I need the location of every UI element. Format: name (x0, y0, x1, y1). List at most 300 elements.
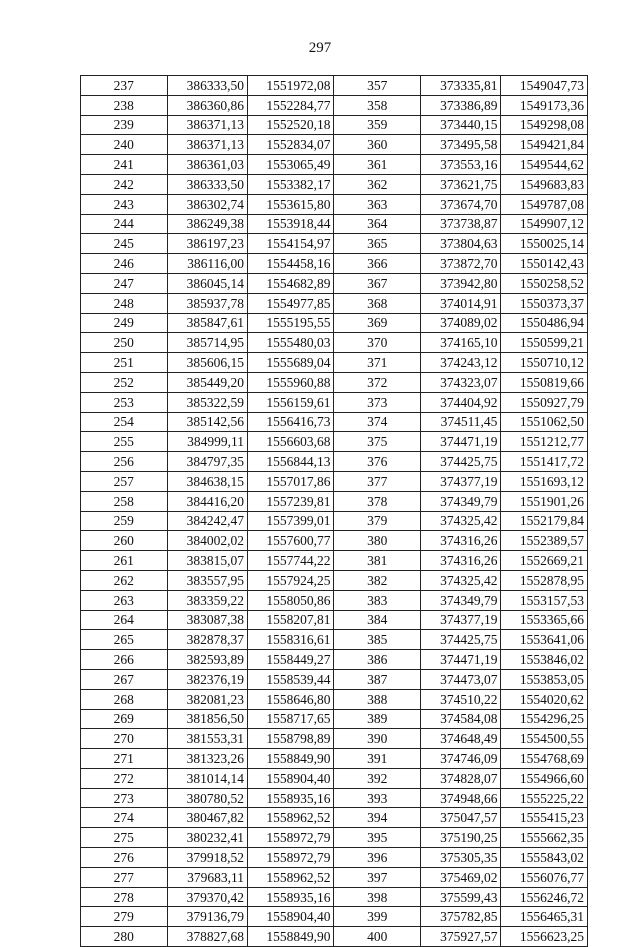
x-coordinate-right: 374377,19 (420, 471, 500, 491)
y-coordinate-right: 1553641,06 (501, 630, 588, 650)
x-coordinate-right: 373440,15 (420, 115, 500, 135)
y-coordinate-left: 1556844,13 (247, 452, 334, 472)
y-coordinate-left: 1555480,03 (247, 333, 334, 353)
x-coordinate-left: 379370,42 (167, 887, 247, 907)
x-coordinate-left: 382376,19 (167, 669, 247, 689)
point-number-right: 384 (334, 610, 421, 630)
y-coordinate-left: 1553065,49 (247, 155, 334, 175)
point-number-left: 239 (81, 115, 168, 135)
point-number-right: 399 (334, 907, 421, 927)
x-coordinate-left: 385937,78 (167, 293, 247, 313)
x-coordinate-right: 374349,79 (420, 590, 500, 610)
point-number-left: 255 (81, 432, 168, 452)
y-coordinate-left: 1552284,77 (247, 95, 334, 115)
x-coordinate-left: 383087,38 (167, 610, 247, 630)
y-coordinate-right: 1549787,08 (501, 194, 588, 214)
point-number-right: 367 (334, 273, 421, 293)
point-number-right: 397 (334, 867, 421, 887)
y-coordinate-left: 1558539,44 (247, 669, 334, 689)
point-number-right: 369 (334, 313, 421, 333)
x-coordinate-right: 375599,43 (420, 887, 500, 907)
y-coordinate-left: 1558935,16 (247, 788, 334, 808)
y-coordinate-left: 1555689,04 (247, 353, 334, 373)
x-coordinate-left: 385449,20 (167, 372, 247, 392)
x-coordinate-left: 384638,15 (167, 471, 247, 491)
y-coordinate-left: 1556416,73 (247, 412, 334, 432)
point-number-left: 258 (81, 491, 168, 511)
x-coordinate-right: 373386,89 (420, 95, 500, 115)
point-number-left: 253 (81, 392, 168, 412)
table-row (81, 234, 588, 254)
table-row (81, 689, 588, 709)
point-number-left: 280 (81, 927, 168, 947)
x-coordinate-left: 386333,50 (167, 174, 247, 194)
x-coordinate-right: 374243,12 (420, 353, 500, 373)
x-coordinate-right: 375782,85 (420, 907, 500, 927)
point-number-right: 393 (334, 788, 421, 808)
point-number-right: 374 (334, 412, 421, 432)
x-coordinate-right: 373621,75 (420, 174, 500, 194)
point-number-left: 275 (81, 828, 168, 848)
x-coordinate-left: 382081,23 (167, 689, 247, 709)
point-number-left: 248 (81, 293, 168, 313)
table-row (81, 808, 588, 828)
y-coordinate-left: 1558904,40 (247, 907, 334, 927)
x-coordinate-right: 373674,70 (420, 194, 500, 214)
x-coordinate-right: 374425,75 (420, 630, 500, 650)
table-row (81, 531, 588, 551)
x-coordinate-right: 374325,42 (420, 511, 500, 531)
point-number-right: 382 (334, 570, 421, 590)
y-coordinate-left: 1558962,52 (247, 867, 334, 887)
point-number-left: 269 (81, 709, 168, 729)
y-coordinate-right: 1554500,55 (501, 729, 588, 749)
y-coordinate-right: 1555415,23 (501, 808, 588, 828)
x-coordinate-right: 374511,45 (420, 412, 500, 432)
x-coordinate-right: 375927,57 (420, 927, 500, 947)
table-row (81, 254, 588, 274)
x-coordinate-left: 380467,82 (167, 808, 247, 828)
point-number-left: 261 (81, 551, 168, 571)
point-number-left: 250 (81, 333, 168, 353)
x-coordinate-left: 385142,56 (167, 412, 247, 432)
y-coordinate-left: 1558962,52 (247, 808, 334, 828)
point-number-left: 279 (81, 907, 168, 927)
y-coordinate-right: 1552878,95 (501, 570, 588, 590)
y-coordinate-left: 1555960,88 (247, 372, 334, 392)
table-row (81, 155, 588, 175)
y-coordinate-right: 1553365,66 (501, 610, 588, 630)
point-number-right: 390 (334, 729, 421, 749)
point-number-right: 386 (334, 650, 421, 670)
table-row (81, 313, 588, 333)
table-row (81, 630, 588, 650)
y-coordinate-left: 1555195,55 (247, 313, 334, 333)
point-number-left: 259 (81, 511, 168, 531)
y-coordinate-left: 1554682,89 (247, 273, 334, 293)
y-coordinate-right: 1554966,60 (501, 768, 588, 788)
point-number-right: 368 (334, 293, 421, 313)
point-number-right: 385 (334, 630, 421, 650)
table-row (81, 709, 588, 729)
point-number-right: 380 (334, 531, 421, 551)
table-row (81, 333, 588, 353)
y-coordinate-right: 1555225,22 (501, 788, 588, 808)
y-coordinate-right: 1551417,72 (501, 452, 588, 472)
y-coordinate-left: 1557399,01 (247, 511, 334, 531)
x-coordinate-left: 385847,61 (167, 313, 247, 333)
y-coordinate-left: 1553615,80 (247, 194, 334, 214)
y-coordinate-right: 1556465,31 (501, 907, 588, 927)
point-number-right: 392 (334, 768, 421, 788)
y-coordinate-right: 1550486,94 (501, 313, 588, 333)
y-coordinate-right: 1556623,25 (501, 927, 588, 947)
point-number-right: 396 (334, 848, 421, 868)
x-coordinate-right: 375190,25 (420, 828, 500, 848)
x-coordinate-right: 375305,35 (420, 848, 500, 868)
x-coordinate-right: 374165,10 (420, 333, 500, 353)
point-number-left: 256 (81, 452, 168, 472)
table-row (81, 927, 588, 947)
x-coordinate-left: 386333,50 (167, 76, 247, 96)
x-coordinate-left: 386371,13 (167, 115, 247, 135)
point-number-left: 243 (81, 194, 168, 214)
x-coordinate-left: 382878,37 (167, 630, 247, 650)
y-coordinate-left: 1558935,16 (247, 887, 334, 907)
x-coordinate-left: 384999,11 (167, 432, 247, 452)
x-coordinate-left: 384797,35 (167, 452, 247, 472)
y-coordinate-right: 1550258,52 (501, 273, 588, 293)
x-coordinate-right: 374471,19 (420, 432, 500, 452)
y-coordinate-left: 1558849,90 (247, 927, 334, 947)
point-number-left: 257 (81, 471, 168, 491)
y-coordinate-right: 1549544,62 (501, 155, 588, 175)
table-row (81, 491, 588, 511)
table-row (81, 115, 588, 135)
x-coordinate-left: 386045,14 (167, 273, 247, 293)
point-number-right: 379 (334, 511, 421, 531)
table-row (81, 848, 588, 868)
y-coordinate-right: 1549298,08 (501, 115, 588, 135)
x-coordinate-left: 380232,41 (167, 828, 247, 848)
point-number-right: 372 (334, 372, 421, 392)
x-coordinate-left: 384242,47 (167, 511, 247, 531)
point-number-right: 364 (334, 214, 421, 234)
x-coordinate-left: 379918,52 (167, 848, 247, 868)
point-number-left: 260 (81, 531, 168, 551)
x-coordinate-left: 386116,00 (167, 254, 247, 274)
point-number-left: 244 (81, 214, 168, 234)
y-coordinate-right: 1550819,66 (501, 372, 588, 392)
y-coordinate-right: 1552669,21 (501, 551, 588, 571)
coordinates-table-body (81, 76, 588, 947)
y-coordinate-right: 1552179,84 (501, 511, 588, 531)
x-coordinate-right: 374948,66 (420, 788, 500, 808)
y-coordinate-left: 1558972,79 (247, 848, 334, 868)
coordinates-table (80, 75, 588, 947)
point-number-right: 373 (334, 392, 421, 412)
table-row (81, 650, 588, 670)
table-row (81, 392, 588, 412)
x-coordinate-right: 373553,16 (420, 155, 500, 175)
point-number-left: 240 (81, 135, 168, 155)
table-row (81, 214, 588, 234)
point-number-left: 251 (81, 353, 168, 373)
point-number-left: 274 (81, 808, 168, 828)
x-coordinate-left: 386371,13 (167, 135, 247, 155)
point-number-left: 254 (81, 412, 168, 432)
point-number-left: 272 (81, 768, 168, 788)
x-coordinate-right: 374404,92 (420, 392, 500, 412)
table-row (81, 590, 588, 610)
x-coordinate-right: 373804,63 (420, 234, 500, 254)
page-number: 297 (308, 40, 332, 56)
x-coordinate-right: 374471,19 (420, 650, 500, 670)
table-row (81, 669, 588, 689)
point-number-right: 377 (334, 471, 421, 491)
y-coordinate-left: 1554154,97 (247, 234, 334, 254)
point-number-left: 273 (81, 788, 168, 808)
point-number-right: 376 (334, 452, 421, 472)
y-coordinate-right: 1553846,02 (501, 650, 588, 670)
x-coordinate-right: 374316,26 (420, 531, 500, 551)
x-coordinate-right: 374648,49 (420, 729, 500, 749)
y-coordinate-left: 1557924,25 (247, 570, 334, 590)
x-coordinate-left: 383359,22 (167, 590, 247, 610)
point-number-left: 265 (81, 630, 168, 650)
point-number-left: 271 (81, 749, 168, 769)
x-coordinate-left: 381856,50 (167, 709, 247, 729)
x-coordinate-left: 386360,86 (167, 95, 247, 115)
table-row (81, 353, 588, 373)
x-coordinate-left: 381553,31 (167, 729, 247, 749)
x-coordinate-right: 374325,42 (420, 570, 500, 590)
y-coordinate-right: 1550025,14 (501, 234, 588, 254)
point-number-right: 370 (334, 333, 421, 353)
y-coordinate-left: 1556159,61 (247, 392, 334, 412)
table-row (81, 907, 588, 927)
point-number-right: 375 (334, 432, 421, 452)
x-coordinate-left: 379136,79 (167, 907, 247, 927)
x-coordinate-right: 373335,81 (420, 76, 500, 96)
point-number-left: 242 (81, 174, 168, 194)
point-number-left: 247 (81, 273, 168, 293)
x-coordinate-right: 374323,07 (420, 372, 500, 392)
table-row (81, 570, 588, 590)
x-coordinate-left: 381014,14 (167, 768, 247, 788)
y-coordinate-right: 1554020,62 (501, 689, 588, 709)
table-row (81, 432, 588, 452)
table-row (81, 511, 588, 531)
y-coordinate-left: 1552520,18 (247, 115, 334, 135)
y-coordinate-right: 1551062,50 (501, 412, 588, 432)
point-number-left: 246 (81, 254, 168, 274)
point-number-left: 266 (81, 650, 168, 670)
point-number-left: 249 (81, 313, 168, 333)
x-coordinate-right: 374828,07 (420, 768, 500, 788)
y-coordinate-left: 1557744,22 (247, 551, 334, 571)
x-coordinate-right: 374510,22 (420, 689, 500, 709)
y-coordinate-left: 1552834,07 (247, 135, 334, 155)
y-coordinate-right: 1549173,36 (501, 95, 588, 115)
y-coordinate-left: 1556603,68 (247, 432, 334, 452)
y-coordinate-left: 1554458,16 (247, 254, 334, 274)
table-row (81, 471, 588, 491)
x-coordinate-left: 380780,52 (167, 788, 247, 808)
y-coordinate-right: 1550927,79 (501, 392, 588, 412)
point-number-right: 378 (334, 491, 421, 511)
point-number-right: 395 (334, 828, 421, 848)
point-number-left: 252 (81, 372, 168, 392)
y-coordinate-left: 1558798,89 (247, 729, 334, 749)
table-row (81, 828, 588, 848)
table-row (81, 372, 588, 392)
x-coordinate-left: 379683,11 (167, 867, 247, 887)
x-coordinate-left: 383815,07 (167, 551, 247, 571)
table-row (81, 887, 588, 907)
x-coordinate-right: 373738,87 (420, 214, 500, 234)
point-number-left: 238 (81, 95, 168, 115)
point-number-right: 398 (334, 887, 421, 907)
x-coordinate-left: 386302,74 (167, 194, 247, 214)
y-coordinate-right: 1554768,69 (501, 749, 588, 769)
point-number-right: 388 (334, 689, 421, 709)
point-number-left: 276 (81, 848, 168, 868)
x-coordinate-right: 373495,58 (420, 135, 500, 155)
x-coordinate-right: 374746,09 (420, 749, 500, 769)
x-coordinate-right: 374377,19 (420, 610, 500, 630)
y-coordinate-left: 1558646,80 (247, 689, 334, 709)
point-number-right: 391 (334, 749, 421, 769)
x-coordinate-left: 385322,59 (167, 392, 247, 412)
x-coordinate-left: 384416,20 (167, 491, 247, 511)
y-coordinate-right: 1551693,12 (501, 471, 588, 491)
y-coordinate-right: 1556246,72 (501, 887, 588, 907)
y-coordinate-right: 1554296,25 (501, 709, 588, 729)
x-coordinate-left: 383557,95 (167, 570, 247, 590)
table-row (81, 194, 588, 214)
y-coordinate-left: 1551972,08 (247, 76, 334, 96)
x-coordinate-right: 374014,91 (420, 293, 500, 313)
point-number-right: 361 (334, 155, 421, 175)
x-coordinate-right: 374089,02 (420, 313, 500, 333)
point-number-right: 381 (334, 551, 421, 571)
y-coordinate-left: 1553918,44 (247, 214, 334, 234)
point-number-left: 267 (81, 669, 168, 689)
x-coordinate-left: 378827,68 (167, 927, 247, 947)
y-coordinate-right: 1549907,12 (501, 214, 588, 234)
table-row (81, 788, 588, 808)
x-coordinate-left: 385714,95 (167, 333, 247, 353)
y-coordinate-right: 1550710,12 (501, 353, 588, 373)
table-row (81, 749, 588, 769)
point-number-left: 264 (81, 610, 168, 630)
x-coordinate-left: 386249,38 (167, 214, 247, 234)
point-number-right: 359 (334, 115, 421, 135)
table-row (81, 551, 588, 571)
y-coordinate-right: 1550142,43 (501, 254, 588, 274)
y-coordinate-left: 1558717,65 (247, 709, 334, 729)
table-row (81, 174, 588, 194)
y-coordinate-right: 1555662,35 (501, 828, 588, 848)
point-number-left: 277 (81, 867, 168, 887)
point-number-right: 360 (334, 135, 421, 155)
point-number-left: 270 (81, 729, 168, 749)
y-coordinate-right: 1549047,73 (501, 76, 588, 96)
point-number-right: 363 (334, 194, 421, 214)
table-row (81, 729, 588, 749)
table-row (81, 95, 588, 115)
y-coordinate-right: 1550373,37 (501, 293, 588, 313)
y-coordinate-left: 1558050,86 (247, 590, 334, 610)
y-coordinate-left: 1557600,77 (247, 531, 334, 551)
point-number-left: 268 (81, 689, 168, 709)
point-number-left: 263 (81, 590, 168, 610)
table-row (81, 135, 588, 155)
y-coordinate-left: 1554977,85 (247, 293, 334, 313)
x-coordinate-right: 375469,02 (420, 867, 500, 887)
table-row (81, 867, 588, 887)
y-coordinate-left: 1558972,79 (247, 828, 334, 848)
point-number-right: 387 (334, 669, 421, 689)
table-row (81, 293, 588, 313)
point-number-left: 241 (81, 155, 168, 175)
table-row (81, 76, 588, 96)
y-coordinate-right: 1551901,26 (501, 491, 588, 511)
y-coordinate-right: 1552389,57 (501, 531, 588, 551)
y-coordinate-left: 1558316,61 (247, 630, 334, 650)
point-number-right: 362 (334, 174, 421, 194)
point-number-right: 383 (334, 590, 421, 610)
point-number-right: 394 (334, 808, 421, 828)
y-coordinate-left: 1558207,81 (247, 610, 334, 630)
y-coordinate-left: 1558904,40 (247, 768, 334, 788)
y-coordinate-right: 1556076,77 (501, 867, 588, 887)
point-number-left: 262 (81, 570, 168, 590)
y-coordinate-right: 1553853,05 (501, 669, 588, 689)
y-coordinate-left: 1557017,86 (247, 471, 334, 491)
x-coordinate-left: 381323,26 (167, 749, 247, 769)
x-coordinate-right: 374316,26 (420, 551, 500, 571)
x-coordinate-right: 374473,07 (420, 669, 500, 689)
y-coordinate-right: 1555843,02 (501, 848, 588, 868)
point-number-right: 357 (334, 76, 421, 96)
y-coordinate-right: 1549683,83 (501, 174, 588, 194)
x-coordinate-left: 386197,23 (167, 234, 247, 254)
y-coordinate-left: 1558449,27 (247, 650, 334, 670)
table-row (81, 273, 588, 293)
point-number-right: 371 (334, 353, 421, 373)
point-number-right: 400 (334, 927, 421, 947)
x-coordinate-right: 375047,57 (420, 808, 500, 828)
point-number-right: 365 (334, 234, 421, 254)
x-coordinate-right: 373942,80 (420, 273, 500, 293)
y-coordinate-left: 1557239,81 (247, 491, 334, 511)
point-number-right: 358 (334, 95, 421, 115)
table-row (81, 452, 588, 472)
table-row (81, 412, 588, 432)
y-coordinate-right: 1549421,84 (501, 135, 588, 155)
x-coordinate-left: 386361,03 (167, 155, 247, 175)
x-coordinate-left: 385606,15 (167, 353, 247, 373)
point-number-left: 245 (81, 234, 168, 254)
table-row (81, 768, 588, 788)
y-coordinate-right: 1550599,21 (501, 333, 588, 353)
table-row (81, 610, 588, 630)
x-coordinate-left: 384002,02 (167, 531, 247, 551)
y-coordinate-left: 1558849,90 (247, 749, 334, 769)
x-coordinate-right: 373872,70 (420, 254, 500, 274)
